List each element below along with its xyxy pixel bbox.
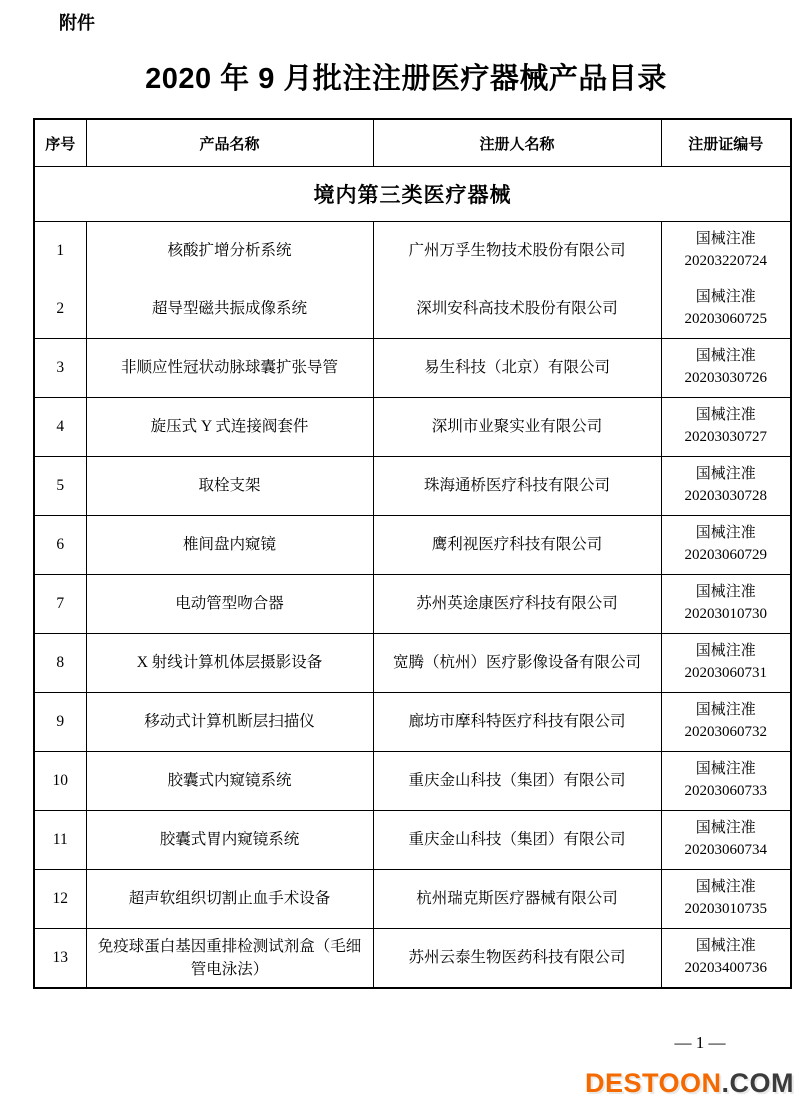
- registrant-name-cell: 重庆金山科技（集团）有限公司: [373, 752, 661, 811]
- cert-number: 20203060729: [684, 547, 767, 563]
- registrant-name-cell: 重庆金山科技（集团）有限公司: [373, 811, 661, 870]
- cert-number-cell: [661, 516, 791, 575]
- cert-prefix: 国械注准: [695, 348, 756, 365]
- row-number-cell: 7: [34, 575, 86, 634]
- cert-prefix: 国械注准: [695, 761, 756, 778]
- cert-number-cell: [661, 398, 791, 457]
- section-title: 境内第三类医疗器械: [34, 167, 791, 222]
- section-row: [34, 167, 791, 222]
- cert-prefix: 国械注准: [695, 231, 756, 248]
- cert-number: 20203220724: [684, 253, 767, 269]
- cert-prefix: 国械注准: [695, 466, 756, 483]
- table-row: [34, 339, 791, 398]
- product-name-cell: 移动式计算机断层扫描仪: [86, 693, 373, 752]
- product-name-cell: 胶囊式胃内窥镜系统: [86, 811, 373, 870]
- device-catalog-table: [33, 118, 792, 989]
- row-number-cell: 11: [34, 811, 86, 870]
- cert-number: 20203010735: [684, 901, 767, 917]
- product-name-cell: 取栓支架: [86, 457, 373, 516]
- cert-number: 20203060734: [684, 842, 767, 858]
- registrant-name-cell: 廊坊市摩科特医疗科技有限公司: [373, 693, 661, 752]
- table-body: [34, 167, 791, 989]
- cert-number-cell: [661, 575, 791, 634]
- table-row: [34, 929, 791, 989]
- cert-number-cell: [661, 339, 791, 398]
- registrant-name-cell: 易生科技（北京）有限公司: [373, 339, 661, 398]
- product-name-cell: 超导型磁共振成像系统: [86, 280, 373, 339]
- cert-prefix: 国械注准: [695, 702, 756, 719]
- registrant-name-cell: 深圳市业聚实业有限公司: [373, 398, 661, 457]
- row-number-cell: 5: [34, 457, 86, 516]
- product-name-cell: 椎间盘内窥镜: [86, 516, 373, 575]
- cert-number: 20203060732: [684, 724, 767, 740]
- table-row: [34, 752, 791, 811]
- registrant-name-cell: 苏州云泰生物医药科技有限公司: [373, 929, 661, 989]
- page-number: — 1 —: [674, 1033, 726, 1052]
- registrant-name-cell: 鹰利视医疗科技有限公司: [373, 516, 661, 575]
- column-header-registrant: 注册人名称: [373, 119, 661, 167]
- product-name-cell: 旋压式 Y 式连接阀套件: [86, 398, 373, 457]
- cert-number-cell: [661, 693, 791, 752]
- registrant-name-cell: 杭州瑞克斯医疗器械有限公司: [373, 870, 661, 929]
- registrant-name-cell: 宽腾（杭州）医疗影像设备有限公司: [373, 634, 661, 693]
- watermark-suffix: .COM: [721, 1068, 794, 1098]
- cert-number: 20203060731: [684, 665, 767, 681]
- table-header-row: [34, 119, 791, 167]
- table-row: [34, 811, 791, 870]
- cert-number: 20203030726: [684, 370, 767, 386]
- row-number-cell: 9: [34, 693, 86, 752]
- cert-prefix: 国械注准: [695, 879, 756, 896]
- table-row: [34, 280, 791, 339]
- page-title: 2020 年 9 月批注注册医疗器械产品目录: [145, 63, 667, 95]
- table-row: [34, 398, 791, 457]
- cert-number: 20203030728: [684, 488, 767, 504]
- registrant-name-cell: 珠海通桥医疗科技有限公司: [373, 457, 661, 516]
- cert-number-cell: [661, 280, 791, 339]
- registrant-name-cell: 广州万孚生物技术股份有限公司: [373, 222, 661, 281]
- column-header-product: 产品名称: [86, 119, 373, 167]
- cert-number-cell: [661, 752, 791, 811]
- table-header: [34, 119, 791, 167]
- cert-prefix: 国械注准: [695, 938, 756, 955]
- watermark-logo: [585, 1068, 794, 1099]
- cert-number-cell: [661, 870, 791, 929]
- row-number-cell: 3: [34, 339, 86, 398]
- product-name-cell: X 射线计算机体层摄影设备: [86, 634, 373, 693]
- cert-prefix: 国械注准: [695, 820, 756, 837]
- row-number-cell: 6: [34, 516, 86, 575]
- watermark-brand: DESTOON: [584, 1068, 722, 1098]
- cert-prefix: 国械注准: [695, 584, 756, 601]
- cert-prefix: 国械注准: [695, 525, 756, 542]
- table-row: [34, 634, 791, 693]
- cert-prefix: 国械注准: [695, 407, 756, 424]
- cert-number-cell: [661, 634, 791, 693]
- table-row: [34, 516, 791, 575]
- registrant-name-cell: 苏州英途康医疗科技有限公司: [373, 575, 661, 634]
- table-row: [34, 693, 791, 752]
- row-number-cell: 2: [34, 280, 86, 339]
- row-number-cell: 4: [34, 398, 86, 457]
- row-number-cell: 1: [34, 222, 86, 281]
- cert-number-cell: [661, 811, 791, 870]
- cert-number-cell: [661, 457, 791, 516]
- cert-number-cell: [661, 929, 791, 989]
- table-row: [34, 575, 791, 634]
- column-header-cert: 注册证编号: [661, 119, 791, 167]
- row-number-cell: 12: [34, 870, 86, 929]
- cert-prefix: 国械注准: [695, 289, 756, 306]
- product-name-cell: 免疫球蛋白基因重排检测试剂盒（毛细管电泳法）: [86, 929, 373, 989]
- registrant-name-cell: 深圳安科高技术股份有限公司: [373, 280, 661, 339]
- cert-number: 20203400736: [684, 960, 767, 976]
- column-header-serial: 序号: [34, 119, 86, 167]
- cert-number: 20203060725: [684, 311, 767, 327]
- row-number-cell: 8: [34, 634, 86, 693]
- product-name-cell: 胶囊式内窥镜系统: [86, 752, 373, 811]
- table-row: [34, 222, 791, 281]
- attachment-label: 附件: [59, 13, 95, 33]
- row-number-cell: 13: [34, 929, 86, 989]
- cert-number-cell: [661, 222, 791, 281]
- product-name-cell: 超声软组织切割止血手术设备: [86, 870, 373, 929]
- cert-number: 20203060733: [684, 783, 767, 799]
- row-number-cell: 10: [34, 752, 86, 811]
- product-name-cell: 电动管型吻合器: [86, 575, 373, 634]
- product-name-cell: 非顺应性冠状动脉球囊扩张导管: [86, 339, 373, 398]
- cert-number: 20203010730: [684, 606, 767, 622]
- cert-prefix: 国械注准: [695, 643, 756, 660]
- table-row: [34, 870, 791, 929]
- product-name-cell: 核酸扩增分析系统: [86, 222, 373, 281]
- cert-number: 20203030727: [684, 429, 767, 445]
- table-row: [34, 457, 791, 516]
